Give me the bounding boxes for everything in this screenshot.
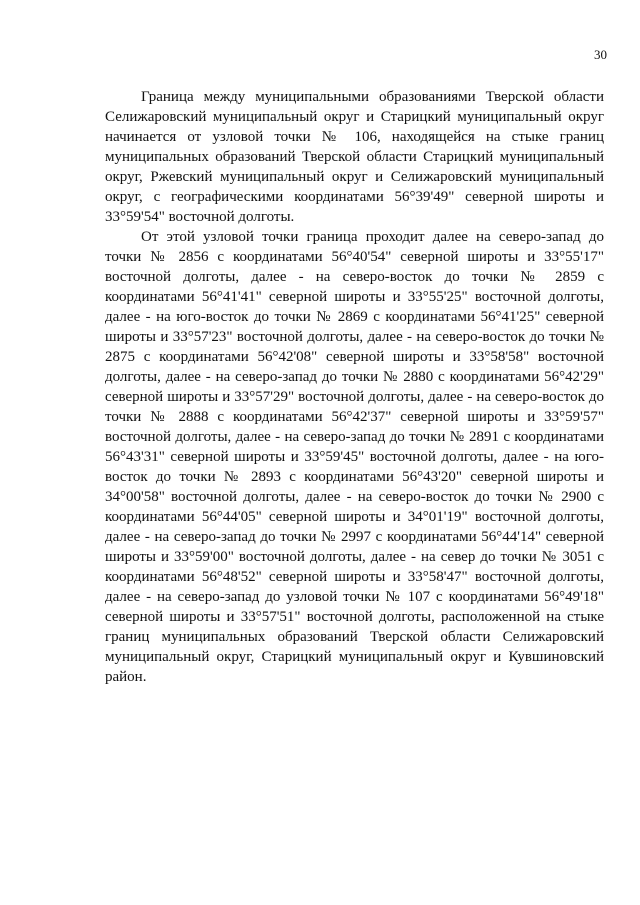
page-number: 30: [594, 47, 607, 62]
paragraph-boundary-start: Граница между муниципальными образованиями Тверской области Селижаровский муниципальный округ и Старицкий муниципальный округ начинается от узловой точки № 106, находящейся на стыке границ муниципальных образований Тверской области Старицкий муниципальный округ, Ржевский муниципальный округ и Селижаровский муниципальный округ, с географическими координатами 56°39'49" северной широты и 33°59'54" восточной долготы.: [105, 89, 604, 225]
document-body: [105, 87, 604, 687]
paragraph-boundary-route: От этой узловой точки граница проходит далее на северо-запад до точки № 2856 с координатами 56°40'54" северной широты и 33°55'17" восточной долготы, далее - на северо-восток до точки № 2859 с координатами 56°41'41" северной широты и 33°55'25" восточной долготы, далее - на юго-восток до точки № 2869 с координатами 56°41'25" северной широты и 33°57'23" восточной долготы, далее - на северо-восток до точки № 2875 с координатами 56°42'08" северной широты и 33°58'58" восточной долготы, далее - на северо-запад до точки № 2880 с координатами 56°42'29" северной широты и 33°57'29" восточной долготы, далее - на северо-восток до точки № 2888 с координатами 56°42'37" северной широты и 33°59'57" восточной долготы, далее - на северо-запад до точки № 2891 с координатами 56°43'31" северной широты и 33°59'45" восточной долготы, далее - на юго-восток до точки № 2893 с координатами 56°43'20" северной широты и 34°00'58" восточной долготы, далее - на северо-восток до точки № 2900 с координатами 56°44'05" северной широты и 34°01'19" восточной долготы, далее - на северо-запад до точки № 2997 с координатами 56°44'14" северной широты и 33°59'00" восточной долготы, далее - на север до точки № 3051 с координатами 56°48'52" северной широты и 33°58'47" восточной долготы, далее - на северо-запад до узловой точки № 107 с координатами 56°49'18" северной широты и 33°57'51" восточной долготы, расположенной на стыке границ муниципальных образований Тверской области Селижаровский муниципальный округ, Старицкий муниципальный округ и Кувшиновский район.: [105, 229, 604, 685]
